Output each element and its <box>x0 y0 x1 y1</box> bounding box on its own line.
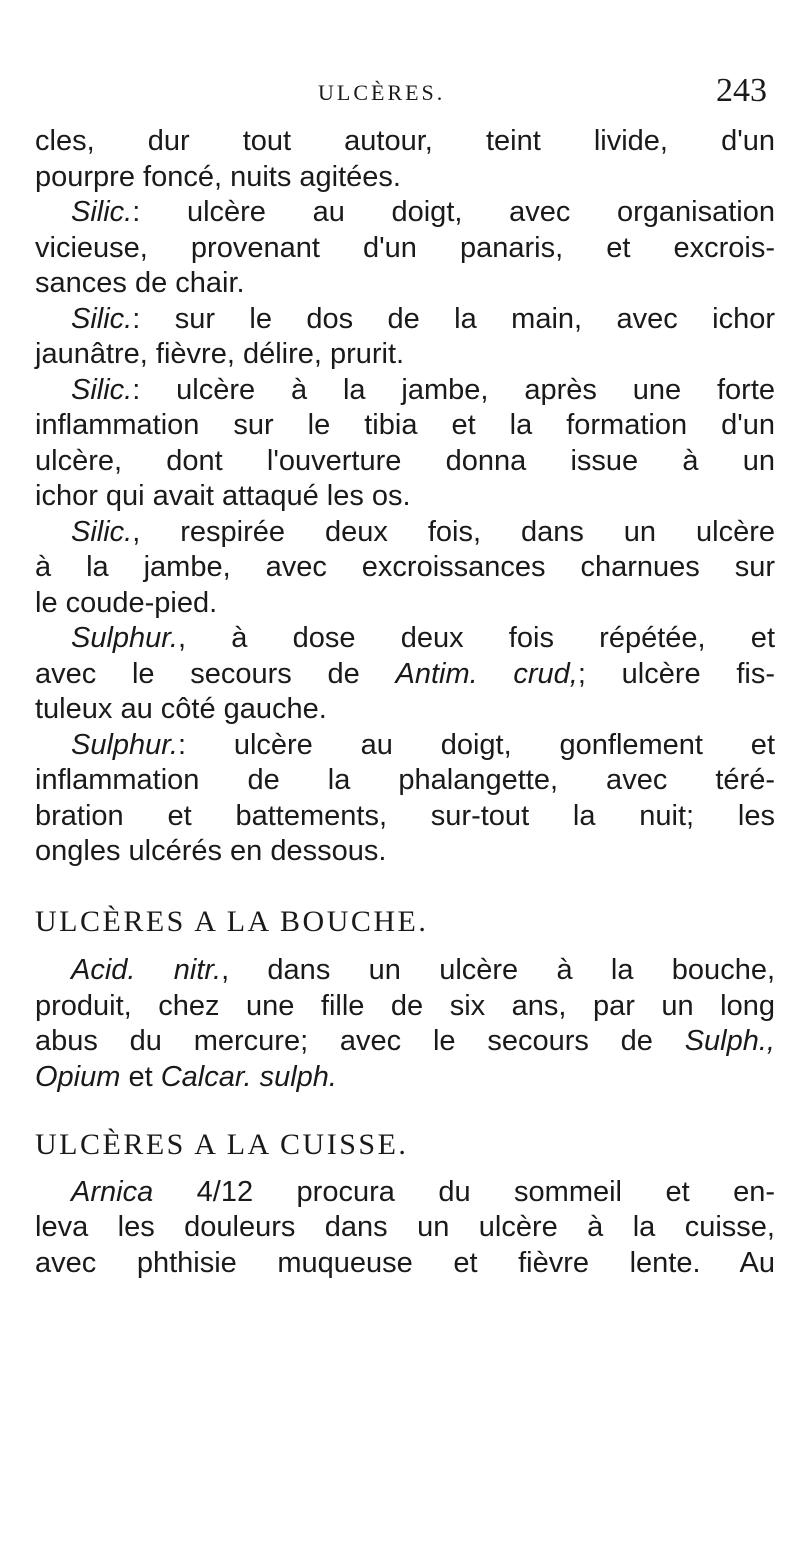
text-run: ; ulcère fis- <box>577 657 775 690</box>
text-run: jaunâtre, fièvre, délire, prurit. <box>35 338 405 370</box>
text-line <box>35 444 775 480</box>
text-run: tuleux au côté gauche. <box>35 693 327 725</box>
remedy-name: Silic. <box>71 515 133 548</box>
text-line <box>35 586 775 622</box>
text-run: produit, chez une fille de six ans, par un long <box>35 989 775 1022</box>
text-run: vicieuse, provenant d'un panaris, et excrois- <box>35 231 775 264</box>
text-line <box>35 763 775 799</box>
text-run: : ulcère à la jambe, après une forte <box>132 373 775 406</box>
remedy-entry <box>35 728 775 764</box>
remedy-name: Arnica <box>71 1175 154 1208</box>
text-line <box>35 124 775 160</box>
text-line <box>35 834 775 870</box>
text-run: ongles ulcérés en dessous. <box>35 835 387 867</box>
remedy-name: Sulph., <box>684 1025 775 1057</box>
remedy-name: Antim. crud, <box>395 657 578 690</box>
text-line <box>35 657 775 693</box>
remedy-name: Calcar. sulph. <box>160 1060 337 1093</box>
text-line <box>35 692 775 728</box>
text-line <box>35 1246 775 1282</box>
remedy-entry <box>35 302 775 338</box>
remedy-name: Opium <box>35 1060 121 1093</box>
text-run: et <box>120 1060 161 1093</box>
text-run: inflammation de la phalangette, avec téré- <box>35 764 775 796</box>
running-head <box>0 72 800 112</box>
text-run: avec phthisie muqueuse et fièvre lente. Au <box>35 1246 775 1279</box>
text-line <box>35 337 775 373</box>
text-run: le coude-pied. <box>35 586 218 619</box>
text-run: sances de chair. <box>35 267 245 299</box>
text-run: , dans un ulcère à la bouche, <box>221 954 776 986</box>
body-text <box>35 124 775 1281</box>
remedy-name: Acid. nitr. <box>71 954 222 986</box>
section-heading: ULCÈRES A LA BOUCHE. <box>35 904 429 938</box>
text-run: pourpre foncé, nuits agitées. <box>35 160 401 193</box>
text-run: ichor qui avait attaqué les os. <box>35 480 411 512</box>
remedy-entry <box>35 953 775 989</box>
text-line <box>35 266 775 302</box>
remedy-name: Sulphur. <box>71 728 178 761</box>
text-line <box>35 989 775 1025</box>
remedy-name: Silic. <box>71 302 133 335</box>
text-line <box>35 550 775 586</box>
page-number: 243 <box>716 72 767 109</box>
text-run: ulcère, dont l'ouverture donna issue à un <box>35 444 775 477</box>
text-run: bration et battements, sur-tout la nuit; les <box>35 799 775 832</box>
text-line <box>35 1060 775 1096</box>
text-run: : ulcère au doigt, gonflement et <box>177 728 775 761</box>
remedy-entry <box>35 195 775 231</box>
text-run: abus du mercure; avec le secours de <box>35 1025 685 1057</box>
text-run: avec le secours de <box>35 657 396 690</box>
text-run: leva les douleurs dans un ulcère à la cuisse, <box>35 1211 775 1243</box>
remedy-entry <box>35 373 775 409</box>
remedy-entry <box>35 621 775 657</box>
text-run: : sur le dos de la main, avec ichor <box>132 302 775 335</box>
text-run: : ulcère au doigt, avec organisation <box>132 196 775 228</box>
text-run: , respirée deux fois, dans un ulcère <box>132 515 775 548</box>
remedy-entry <box>35 515 775 551</box>
remedy-entry <box>35 1175 775 1211</box>
text-line <box>35 160 775 196</box>
text-line <box>35 479 775 515</box>
text-run: cles, dur tout autour, teint livide, d'un <box>35 125 775 157</box>
text-run: inflammation sur le tibia et la formation d'un <box>35 409 775 441</box>
text-line <box>35 1024 775 1060</box>
text-run: à la jambe, avec excroissances charnues sur <box>35 551 775 583</box>
section-heading: ULCÈRES A LA CUISSE. <box>35 1128 409 1161</box>
text-line <box>35 799 775 835</box>
text-line <box>35 1210 775 1246</box>
text-line <box>35 408 775 444</box>
text-line <box>35 231 775 267</box>
remedy-name: Silic. <box>71 373 133 406</box>
text-run: 4/12 procura du sommeil et en- <box>153 1175 775 1208</box>
remedy-name: Silic. <box>71 196 133 228</box>
running-title: ULCÈRES. <box>318 80 446 105</box>
text-run: , à dose deux fois répétée, et <box>177 622 775 654</box>
remedy-name: Sulphur. <box>71 622 178 654</box>
